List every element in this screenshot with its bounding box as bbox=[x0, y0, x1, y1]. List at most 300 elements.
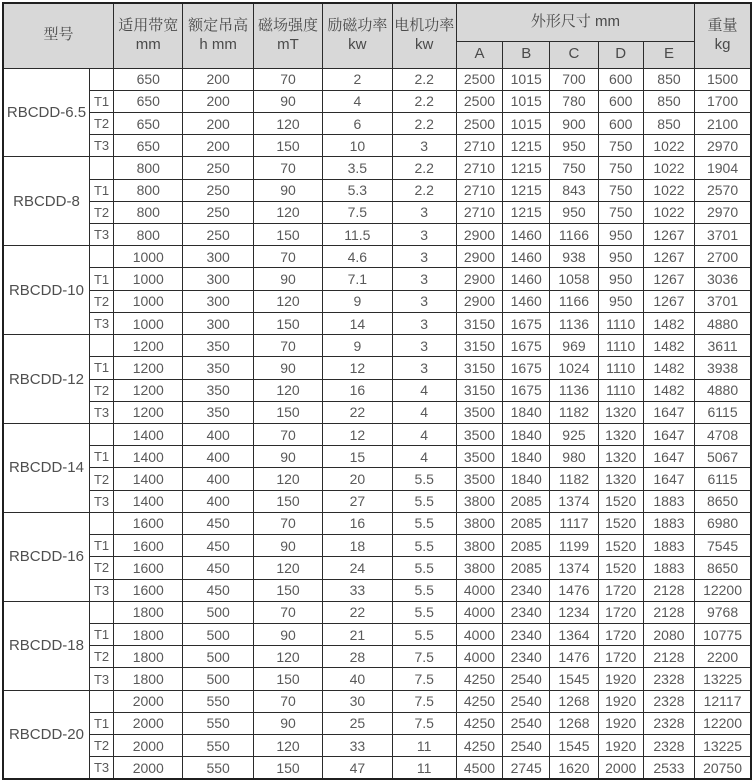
value-cell: 1883 bbox=[643, 557, 694, 579]
value-cell: 2900 bbox=[456, 246, 502, 268]
value-cell: 2710 bbox=[456, 179, 502, 201]
variant-cell: T3 bbox=[89, 668, 113, 690]
value-cell: 2.2 bbox=[392, 179, 456, 201]
value-cell: 6115 bbox=[695, 468, 751, 490]
variant-cell: T3 bbox=[89, 135, 113, 157]
value-cell: 12200 bbox=[695, 579, 751, 601]
value-cell: 1482 bbox=[643, 379, 694, 401]
model-cell: RBCDD-12 bbox=[3, 335, 89, 424]
value-cell: 350 bbox=[183, 357, 253, 379]
value-cell: 1267 bbox=[643, 246, 694, 268]
value-cell: 9 bbox=[323, 290, 392, 312]
value-cell: 1000 bbox=[114, 290, 183, 312]
value-cell: 350 bbox=[183, 335, 253, 357]
value-cell: 1374 bbox=[550, 557, 598, 579]
header-lift-height-line2: h mm bbox=[199, 35, 237, 53]
table-row bbox=[3, 690, 751, 712]
value-cell: 11 bbox=[392, 757, 456, 779]
value-cell: 1545 bbox=[550, 668, 598, 690]
value-cell: 1136 bbox=[550, 312, 598, 334]
variant-cell bbox=[89, 68, 113, 90]
value-cell: 2328 bbox=[643, 690, 694, 712]
value-cell: 120 bbox=[253, 379, 322, 401]
value-cell: 1720 bbox=[598, 646, 643, 668]
value-cell: 2085 bbox=[503, 557, 550, 579]
value-cell: 2900 bbox=[456, 224, 502, 246]
value-cell: 1000 bbox=[114, 268, 183, 290]
value-cell: 950 bbox=[550, 135, 598, 157]
value-cell: 1883 bbox=[643, 490, 694, 512]
table-row bbox=[3, 446, 751, 468]
value-cell: 2710 bbox=[456, 201, 502, 223]
value-cell: 5067 bbox=[695, 446, 751, 468]
value-cell: 1500 bbox=[695, 68, 751, 90]
model-cell: RBCDD-6.5 bbox=[3, 68, 89, 157]
value-cell: 950 bbox=[598, 290, 643, 312]
value-cell: 1400 bbox=[114, 446, 183, 468]
value-cell: 7.1 bbox=[323, 268, 392, 290]
value-cell: 1166 bbox=[550, 224, 598, 246]
value-cell: 2540 bbox=[503, 690, 550, 712]
value-cell: 13225 bbox=[695, 668, 751, 690]
value-cell: 33 bbox=[323, 735, 392, 757]
table-row bbox=[3, 512, 751, 534]
table-row bbox=[3, 601, 751, 623]
value-cell: 450 bbox=[183, 557, 253, 579]
value-cell: 3 bbox=[392, 335, 456, 357]
value-cell: 3150 bbox=[456, 379, 502, 401]
value-cell: 1320 bbox=[598, 468, 643, 490]
value-cell: 150 bbox=[253, 490, 322, 512]
value-cell: 1883 bbox=[643, 535, 694, 557]
value-cell: 750 bbox=[598, 201, 643, 223]
table-row bbox=[3, 735, 751, 757]
value-cell: 1920 bbox=[598, 712, 643, 734]
model-cell: RBCDD-16 bbox=[3, 512, 89, 601]
value-cell: 2700 bbox=[695, 246, 751, 268]
value-cell: 4880 bbox=[695, 379, 751, 401]
value-cell: 5.3 bbox=[323, 179, 392, 201]
value-cell: 12200 bbox=[695, 712, 751, 734]
table-row bbox=[3, 90, 751, 112]
value-cell: 1482 bbox=[643, 312, 694, 334]
value-cell: 33 bbox=[323, 579, 392, 601]
value-cell: 1883 bbox=[643, 512, 694, 534]
value-cell: 3800 bbox=[456, 490, 502, 512]
value-cell: 800 bbox=[114, 201, 183, 223]
value-cell: 750 bbox=[598, 179, 643, 201]
value-cell: 22 bbox=[323, 401, 392, 423]
value-cell: 70 bbox=[253, 335, 322, 357]
value-cell: 2128 bbox=[643, 601, 694, 623]
value-cell: 1058 bbox=[550, 268, 598, 290]
value-cell: 950 bbox=[550, 201, 598, 223]
table-row bbox=[3, 623, 751, 645]
value-cell: 500 bbox=[183, 601, 253, 623]
value-cell: 4250 bbox=[456, 735, 502, 757]
value-cell: 120 bbox=[253, 646, 322, 668]
value-cell: 1364 bbox=[550, 623, 598, 645]
value-cell: 2000 bbox=[598, 757, 643, 779]
variant-cell: T2 bbox=[89, 201, 113, 223]
header-bandwidth-line1: 适用带宽 bbox=[118, 17, 179, 34]
value-cell: 2540 bbox=[503, 712, 550, 734]
model-cell: RBCDD-18 bbox=[3, 601, 89, 690]
value-cell: 850 bbox=[643, 112, 694, 134]
value-cell: 1000 bbox=[114, 312, 183, 334]
value-cell: 15 bbox=[323, 446, 392, 468]
header-field-strength-line2: mT bbox=[277, 35, 299, 53]
value-cell: 120 bbox=[253, 112, 322, 134]
value-cell: 1374 bbox=[550, 490, 598, 512]
value-cell: 2080 bbox=[643, 623, 694, 645]
variant-cell: T1 bbox=[89, 535, 113, 557]
header-weight bbox=[695, 3, 751, 68]
value-cell: 7.5 bbox=[323, 201, 392, 223]
value-cell: 90 bbox=[253, 179, 322, 201]
value-cell: 3 bbox=[392, 201, 456, 223]
variant-cell bbox=[89, 246, 113, 268]
variant-cell: T2 bbox=[89, 290, 113, 312]
value-cell: 2085 bbox=[503, 512, 550, 534]
value-cell: 3 bbox=[392, 224, 456, 246]
value-cell: 90 bbox=[253, 268, 322, 290]
value-cell: 47 bbox=[323, 757, 392, 779]
value-cell: 30 bbox=[323, 690, 392, 712]
value-cell: 300 bbox=[183, 312, 253, 334]
variant-cell: T2 bbox=[89, 557, 113, 579]
value-cell: 1110 bbox=[598, 312, 643, 334]
value-cell: 1234 bbox=[550, 601, 598, 623]
variant-cell: T3 bbox=[89, 757, 113, 779]
value-cell: 70 bbox=[253, 68, 322, 90]
value-cell: 2710 bbox=[456, 135, 502, 157]
value-cell: 1800 bbox=[114, 601, 183, 623]
variant-cell bbox=[89, 512, 113, 534]
header-dimensions: 外形尺寸 mm bbox=[456, 3, 694, 41]
header-lift-height bbox=[183, 3, 253, 68]
table-row bbox=[3, 468, 751, 490]
value-cell: 3 bbox=[392, 357, 456, 379]
value-cell: 1460 bbox=[503, 224, 550, 246]
value-cell: 300 bbox=[183, 268, 253, 290]
value-cell: 1800 bbox=[114, 646, 183, 668]
value-cell: 1460 bbox=[503, 268, 550, 290]
value-cell: 4880 bbox=[695, 312, 751, 334]
value-cell: 70 bbox=[253, 512, 322, 534]
header-excitation-power-line1: 励磁功率 bbox=[327, 17, 388, 34]
value-cell: 2745 bbox=[503, 757, 550, 779]
value-cell: 1675 bbox=[503, 357, 550, 379]
value-cell: 1600 bbox=[114, 579, 183, 601]
table-row bbox=[3, 757, 751, 779]
table-row bbox=[3, 668, 751, 690]
value-cell: 1267 bbox=[643, 290, 694, 312]
variant-cell bbox=[89, 690, 113, 712]
value-cell: 1520 bbox=[598, 512, 643, 534]
value-cell: 1720 bbox=[598, 579, 643, 601]
value-cell: 2340 bbox=[503, 623, 550, 645]
value-cell: 2340 bbox=[503, 579, 550, 601]
value-cell: 5.5 bbox=[392, 490, 456, 512]
value-cell: 4250 bbox=[456, 690, 502, 712]
value-cell: 550 bbox=[183, 690, 253, 712]
value-cell: 16 bbox=[323, 512, 392, 534]
value-cell: 70 bbox=[253, 690, 322, 712]
value-cell: 2000 bbox=[114, 690, 183, 712]
value-cell: 980 bbox=[550, 446, 598, 468]
header-dim-e: E bbox=[643, 41, 694, 68]
value-cell: 650 bbox=[114, 135, 183, 157]
value-cell: 1600 bbox=[114, 557, 183, 579]
variant-cell: T2 bbox=[89, 646, 113, 668]
value-cell: 18 bbox=[323, 535, 392, 557]
value-cell: 1400 bbox=[114, 468, 183, 490]
header-motor-power-line2: kw bbox=[415, 35, 434, 53]
value-cell: 3701 bbox=[695, 290, 751, 312]
value-cell: 200 bbox=[183, 68, 253, 90]
value-cell: 1647 bbox=[643, 446, 694, 468]
variant-cell bbox=[89, 601, 113, 623]
value-cell: 1267 bbox=[643, 268, 694, 290]
value-cell: 5.5 bbox=[392, 623, 456, 645]
value-cell: 11 bbox=[392, 735, 456, 757]
value-cell: 90 bbox=[253, 535, 322, 557]
table-row bbox=[3, 646, 751, 668]
value-cell: 3 bbox=[392, 268, 456, 290]
header-lift-height-line1: 额定吊高 bbox=[188, 17, 249, 34]
variant-cell bbox=[89, 335, 113, 357]
value-cell: 120 bbox=[253, 735, 322, 757]
value-cell: 120 bbox=[253, 290, 322, 312]
value-cell: 3150 bbox=[456, 357, 502, 379]
value-cell: 1600 bbox=[114, 535, 183, 557]
value-cell: 7.5 bbox=[392, 690, 456, 712]
value-cell: 2100 bbox=[695, 112, 751, 134]
value-cell: 1840 bbox=[503, 468, 550, 490]
value-cell: 1920 bbox=[598, 735, 643, 757]
value-cell: 4000 bbox=[456, 646, 502, 668]
value-cell: 1215 bbox=[503, 157, 550, 179]
header-motor-power-line1: 电机功率 bbox=[394, 17, 455, 34]
value-cell: 4 bbox=[392, 401, 456, 423]
variant-cell: T3 bbox=[89, 224, 113, 246]
value-cell: 6115 bbox=[695, 401, 751, 423]
value-cell: 4 bbox=[392, 446, 456, 468]
value-cell: 150 bbox=[253, 224, 322, 246]
value-cell: 2.2 bbox=[392, 90, 456, 112]
value-cell: 3500 bbox=[456, 401, 502, 423]
value-cell: 925 bbox=[550, 424, 598, 446]
table-row bbox=[3, 224, 751, 246]
value-cell: 843 bbox=[550, 179, 598, 201]
model-cell: RBCDD-10 bbox=[3, 246, 89, 335]
value-cell: 1920 bbox=[598, 690, 643, 712]
value-cell: 1200 bbox=[114, 379, 183, 401]
header-dim-d: D bbox=[598, 41, 643, 68]
value-cell: 1015 bbox=[503, 90, 550, 112]
value-cell: 500 bbox=[183, 646, 253, 668]
value-cell: 150 bbox=[253, 135, 322, 157]
value-cell: 5.5 bbox=[392, 557, 456, 579]
value-cell: 1800 bbox=[114, 623, 183, 645]
value-cell: 600 bbox=[598, 90, 643, 112]
value-cell: 1840 bbox=[503, 401, 550, 423]
value-cell: 22 bbox=[323, 601, 392, 623]
value-cell: 1215 bbox=[503, 179, 550, 201]
value-cell: 800 bbox=[114, 224, 183, 246]
value-cell: 750 bbox=[598, 157, 643, 179]
value-cell: 1482 bbox=[643, 335, 694, 357]
value-cell: 1022 bbox=[643, 201, 694, 223]
variant-cell: T3 bbox=[89, 490, 113, 512]
value-cell: 1200 bbox=[114, 401, 183, 423]
value-cell: 150 bbox=[253, 312, 322, 334]
value-cell: 5.5 bbox=[392, 535, 456, 557]
value-cell: 1400 bbox=[114, 424, 183, 446]
value-cell: 9 bbox=[323, 335, 392, 357]
value-cell: 14 bbox=[323, 312, 392, 334]
value-cell: 1267 bbox=[643, 224, 694, 246]
value-cell: 3 bbox=[392, 312, 456, 334]
table-row bbox=[3, 246, 751, 268]
value-cell: 20750 bbox=[695, 757, 751, 779]
value-cell: 450 bbox=[183, 579, 253, 601]
value-cell: 24 bbox=[323, 557, 392, 579]
value-cell: 1268 bbox=[550, 690, 598, 712]
value-cell: 550 bbox=[183, 735, 253, 757]
value-cell: 1199 bbox=[550, 535, 598, 557]
variant-cell: T3 bbox=[89, 401, 113, 423]
value-cell: 4000 bbox=[456, 601, 502, 623]
table-header bbox=[3, 3, 751, 68]
model-cell: RBCDD-20 bbox=[3, 690, 89, 779]
value-cell: 3800 bbox=[456, 512, 502, 534]
table-row bbox=[3, 68, 751, 90]
value-cell: 1024 bbox=[550, 357, 598, 379]
value-cell: 1022 bbox=[643, 157, 694, 179]
value-cell: 16 bbox=[323, 379, 392, 401]
value-cell: 5.5 bbox=[392, 579, 456, 601]
value-cell: 90 bbox=[253, 712, 322, 734]
value-cell: 250 bbox=[183, 179, 253, 201]
value-cell: 1215 bbox=[503, 135, 550, 157]
value-cell: 550 bbox=[183, 757, 253, 779]
table-row bbox=[3, 535, 751, 557]
table-row bbox=[3, 579, 751, 601]
value-cell: 1268 bbox=[550, 712, 598, 734]
table-row bbox=[3, 379, 751, 401]
value-cell: 3150 bbox=[456, 312, 502, 334]
value-cell: 950 bbox=[598, 246, 643, 268]
value-cell: 300 bbox=[183, 246, 253, 268]
table-row bbox=[3, 201, 751, 223]
header-model bbox=[3, 3, 114, 68]
value-cell: 3800 bbox=[456, 535, 502, 557]
value-cell: 1476 bbox=[550, 646, 598, 668]
value-cell: 450 bbox=[183, 512, 253, 534]
value-cell: 2328 bbox=[643, 668, 694, 690]
header-motor-power bbox=[392, 3, 456, 68]
header-bandwidth bbox=[114, 3, 183, 68]
value-cell: 1675 bbox=[503, 312, 550, 334]
value-cell: 1520 bbox=[598, 490, 643, 512]
value-cell: 2540 bbox=[503, 668, 550, 690]
value-cell: 2540 bbox=[503, 735, 550, 757]
value-cell: 1675 bbox=[503, 379, 550, 401]
value-cell: 25 bbox=[323, 712, 392, 734]
header-dim-b: B bbox=[503, 41, 550, 68]
header-field-strength-line1: 磁场强度 bbox=[257, 17, 318, 34]
value-cell: 6980 bbox=[695, 512, 751, 534]
value-cell: 2085 bbox=[503, 490, 550, 512]
value-cell: 800 bbox=[114, 179, 183, 201]
value-cell: 27 bbox=[323, 490, 392, 512]
value-cell: 2533 bbox=[643, 757, 694, 779]
value-cell: 70 bbox=[253, 601, 322, 623]
value-cell: 4250 bbox=[456, 712, 502, 734]
value-cell: 2970 bbox=[695, 201, 751, 223]
value-cell: 1022 bbox=[643, 135, 694, 157]
value-cell: 700 bbox=[550, 68, 598, 90]
value-cell: 1015 bbox=[503, 112, 550, 134]
value-cell: 2328 bbox=[643, 735, 694, 757]
value-cell: 21 bbox=[323, 623, 392, 645]
value-cell: 28 bbox=[323, 646, 392, 668]
value-cell: 4708 bbox=[695, 424, 751, 446]
value-cell: 3036 bbox=[695, 268, 751, 290]
value-cell: 2000 bbox=[114, 735, 183, 757]
value-cell: 7.5 bbox=[392, 646, 456, 668]
table-row bbox=[3, 490, 751, 512]
value-cell: 1015 bbox=[503, 68, 550, 90]
table-row bbox=[3, 157, 751, 179]
value-cell: 200 bbox=[183, 90, 253, 112]
value-cell: 70 bbox=[253, 157, 322, 179]
value-cell: 1320 bbox=[598, 446, 643, 468]
value-cell: 5.5 bbox=[392, 468, 456, 490]
value-cell: 120 bbox=[253, 201, 322, 223]
value-cell: 2 bbox=[323, 68, 392, 90]
value-cell: 1022 bbox=[643, 179, 694, 201]
value-cell: 90 bbox=[253, 623, 322, 645]
value-cell: 1460 bbox=[503, 246, 550, 268]
product-spec-table bbox=[2, 2, 752, 780]
value-cell: 900 bbox=[550, 112, 598, 134]
value-cell: 2128 bbox=[643, 579, 694, 601]
value-cell: 40 bbox=[323, 668, 392, 690]
table-row bbox=[3, 335, 751, 357]
spec-table-body bbox=[3, 68, 751, 779]
value-cell: 4250 bbox=[456, 668, 502, 690]
header-excitation-power-line2: kw bbox=[348, 35, 367, 53]
value-cell: 1520 bbox=[598, 557, 643, 579]
value-cell: 400 bbox=[183, 490, 253, 512]
value-cell: 3800 bbox=[456, 557, 502, 579]
value-cell: 1200 bbox=[114, 335, 183, 357]
header-weight-line2: kg bbox=[714, 35, 731, 53]
value-cell: 5.5 bbox=[392, 512, 456, 534]
value-cell: 800 bbox=[114, 157, 183, 179]
value-cell: 1840 bbox=[503, 446, 550, 468]
variant-cell: T1 bbox=[89, 90, 113, 112]
value-cell: 2500 bbox=[456, 90, 502, 112]
header-dim-a: A bbox=[456, 41, 502, 68]
value-cell: 1920 bbox=[598, 668, 643, 690]
value-cell: 7545 bbox=[695, 535, 751, 557]
value-cell: 2328 bbox=[643, 712, 694, 734]
variant-cell: T1 bbox=[89, 179, 113, 201]
